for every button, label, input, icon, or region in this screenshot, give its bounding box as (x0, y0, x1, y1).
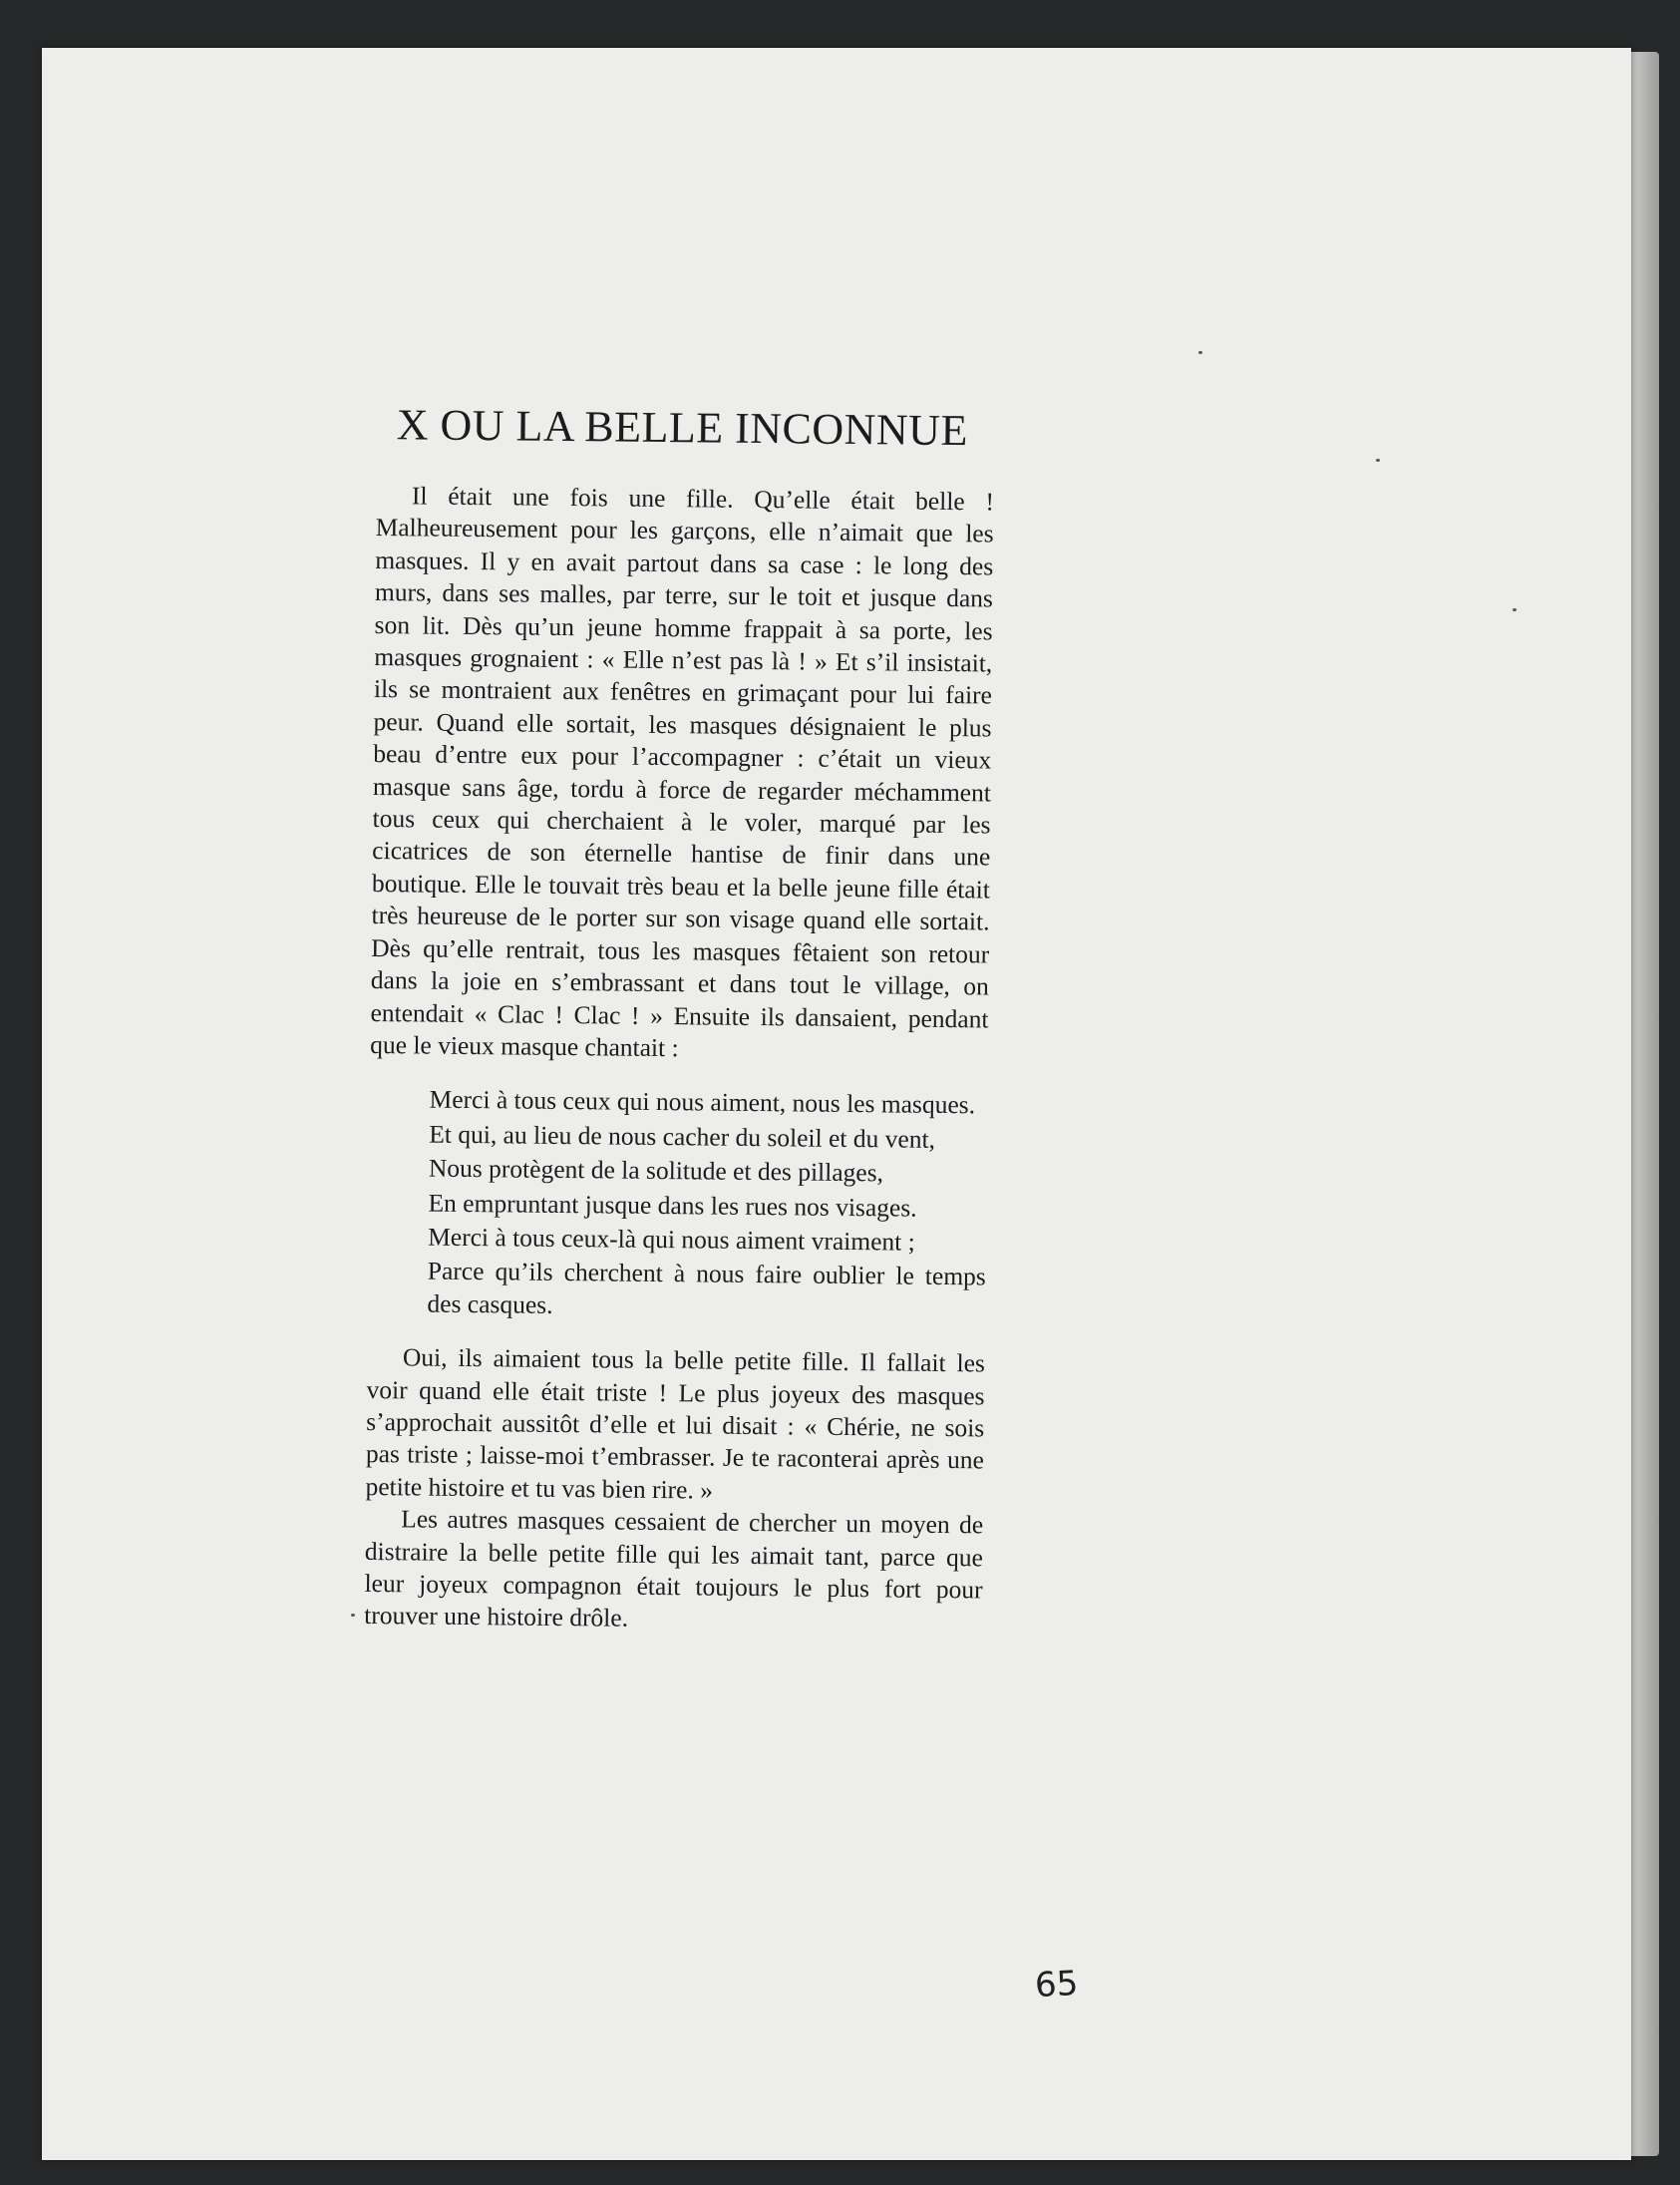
poem-line: En empruntant jusque dans les rues nos visages. (428, 1188, 917, 1223)
paper-speck (351, 1614, 355, 1617)
poem-line: Parce qu’ils cherchent à nous faire oublier le temps des casques. (427, 1256, 986, 1319)
handwritten-page-number: 65 (1033, 1963, 1080, 2006)
paper-speck (1376, 459, 1380, 462)
poem-line: Merci à tous ceux-là qui nous aiment vraiment ; (428, 1222, 915, 1257)
poem-line: Et qui, au lieu de nous cacher du soleil et du vent, (429, 1119, 936, 1154)
paper-speck (1512, 608, 1516, 611)
paragraph: Oui, ils aimaient tous la belle petite fille. Il fallait les voir quand elle était triste ! Le plus joyeux des masques s’approchait aussitôt d’elle et lui disait : « Chérie, ne sois pas triste ; laisse-moi t’embrasser. Je te raconterai après une petite histoire et tu vas bien rire. » (365, 1342, 986, 1505)
paper-speck (1198, 351, 1202, 354)
page-content (364, 399, 995, 1639)
poem-line: Merci à tous ceux qui nous aiment, nous les masques. (429, 1084, 976, 1120)
paragraph: Les autres masques cessaient de chercher un moyen de distraire la belle petite fille qui les aimait tant, parce que leur joyeux compagnon était toujours le plus fort pour trouver une histoire drôle. (364, 1504, 984, 1634)
poem-line: Nous protègent de la solitude et des pillages, (428, 1153, 884, 1188)
paragraph: Il était une fois une fille. Qu’elle était belle ! Malheureusement pour les garçons, elle n’aimait que les masques. Il y en avait partout dans sa case : le long des murs, dans ses malles, par terre, sur le toit et jusque dans son lit. Dès qu’un jeune homme frappait à sa porte, les masques grognaient : « Elle n’est pas là ! » Et s’il insistait, ils se montraient aux fenêtres en grimaçant pour lui faire peur. Quand elle sortait, les masques désignaient le plus beau d’entre eux pour l’accompagner : c’était un vieux masque sans âge, tordu à force de regarder méchamment tous ceux qui cherchaient à le voler, marqué par les cicatrices de son éternelle hantise de finir dans une boutique. Elle le touvait très beau et la belle jeune fille était très heureuse de le porter sur son visage quand elle sortait. Dès qu’elle rentrait, tous les masques fêtaient son retour dans la joie en s’embrassant et dans tout le village, on entendait « Clac ! Clac ! » Ensuite ils dansaient, pendant que le vieux masque chantait : (370, 481, 995, 1063)
poem (427, 1084, 987, 1326)
chapter-title: X OU LA BELLE INCONNUE (396, 400, 969, 456)
